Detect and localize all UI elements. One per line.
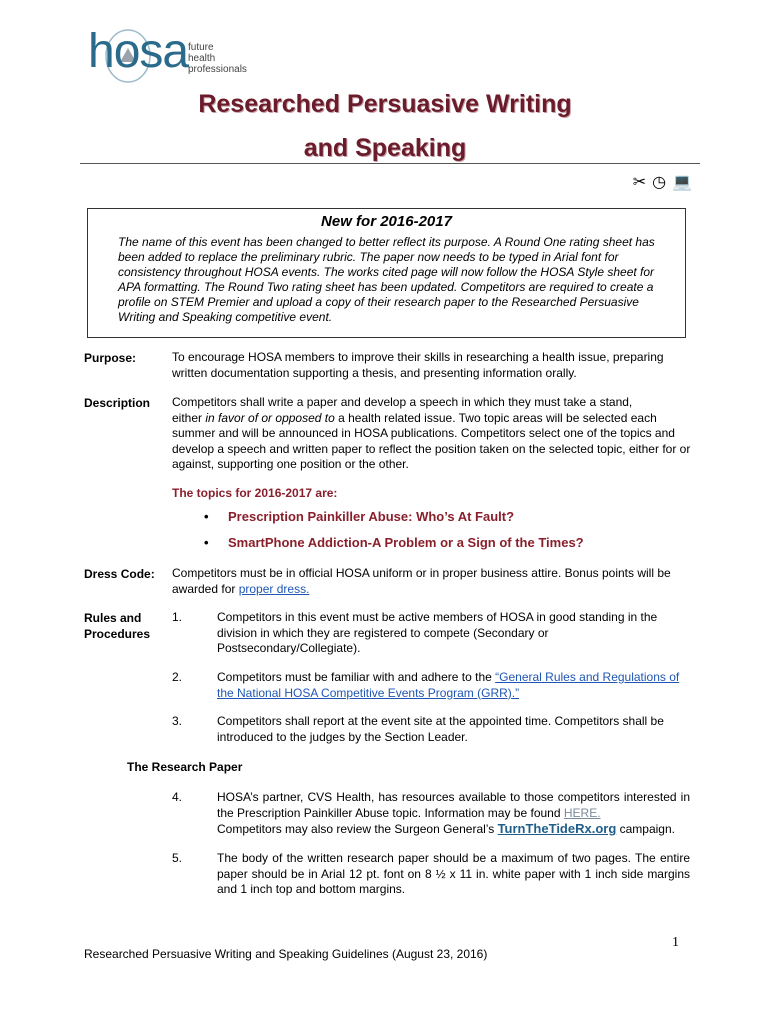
scissors-icon: ✂ bbox=[632, 174, 653, 191]
new-for-text: The name of this event has been changed to better reflect its purpose. A Round One rating sheet has been added to replace the preliminary rubric. The paper now needs to be typed in Arial font for consistency throughout HOSA events. The works cited page will now follow the HOSA Style sheet for APA formatting. The Round Two rating sheet has been updated. Competitors are required to create a profile on STEM Premier and upload a copy of their research paper to the Researched Persuasive Writing and Speaking competitive event. bbox=[118, 235, 655, 324]
tagline-line: future bbox=[188, 42, 214, 53]
description-text bbox=[172, 395, 692, 473]
hosa-tagline bbox=[188, 42, 247, 75]
computer-icon: 💻 bbox=[672, 174, 698, 191]
description-label: Description bbox=[84, 396, 151, 410]
description-rest: a health related issue. Two topic areas will be selected each summer and will be announced in HOSA publications. Competitors select one of the topics and develop a speech and written paper to reflect the position taken on the selected topic, either for or against, supporting one position or the other. bbox=[172, 410, 691, 471]
rule-number: 4. bbox=[172, 790, 183, 804]
topic-label: SmartPhone Addiction-A Problem or a Sign of the Times? bbox=[228, 535, 584, 550]
rule-body: Competitors may also review the Surgeon General’s bbox=[217, 822, 498, 836]
rule-body: Competitors must be familiar with and adhere to the bbox=[217, 670, 496, 684]
dress-code-label: Dress Code: bbox=[84, 567, 155, 581]
page-number: 1 bbox=[672, 935, 679, 950]
dress-code-text bbox=[172, 566, 692, 597]
rules-label-line: Rules and bbox=[84, 611, 142, 625]
turnthetiderx-link[interactable]: TurnTheTideRx.org bbox=[497, 821, 617, 836]
topic-label: Prescription Painkiller Abuse: Who’s At Fault? bbox=[228, 509, 515, 524]
new-for-heading: New for 2016-2017 bbox=[321, 213, 452, 230]
description-prefix: either bbox=[172, 410, 206, 425]
purpose-label: Purpose: bbox=[84, 351, 137, 365]
page-title-line2: and Speaking bbox=[303, 134, 467, 162]
rules-label bbox=[84, 610, 150, 642]
rule-text: Competitors in this event must be active members of HOSA in good standing in the division in which they are registered to compete (Secondary or Postsecondary/Collegiate). bbox=[217, 610, 658, 655]
rule-text bbox=[217, 790, 690, 838]
topic-item bbox=[204, 509, 514, 524]
hosa-wordmark: hosa bbox=[88, 25, 189, 78]
dress-code-body: Competitors must be in official HOSA uniform or in proper business attire. Bonus points will be awarded for bbox=[172, 566, 671, 596]
proper-dress-link[interactable]: proper dress. bbox=[238, 581, 310, 596]
new-for-box bbox=[87, 208, 686, 338]
tagline-line: health bbox=[188, 53, 216, 64]
grr-link[interactable]: “General Rules and Regulations of the National HOSA Competitive Events Program (GRR).” bbox=[217, 670, 680, 700]
bullet-icon: • bbox=[204, 535, 209, 550]
title-divider bbox=[80, 163, 700, 164]
rules-label-line: Procedures bbox=[84, 627, 151, 641]
rule-body: campaign. bbox=[616, 822, 675, 836]
rule-text: The body of the written research paper should be a maximum of two pages. The entire paper should be in Arial 12 pt. font on 8 ½ x 11 in. white paper with 1 inch side margins and 1 inch top and bottom margins. bbox=[217, 851, 690, 896]
description-italic: in favor of or opposed to bbox=[205, 410, 335, 425]
bullet-icon: • bbox=[204, 509, 209, 524]
rule-number: 2. bbox=[172, 670, 183, 684]
rule-body: HOSA’s partner, CVS Health, has resources available to those competitors interested in the Prescription Painkiller Abuse topic. Information may be found bbox=[217, 790, 690, 820]
footer-text: Researched Persuasive Writing and Speaking Guidelines (August 23, 2016) bbox=[84, 947, 488, 961]
topics-heading: The topics for 2016-2017 are: bbox=[172, 486, 338, 500]
rule-number: 5. bbox=[172, 851, 183, 865]
purpose-text: To encourage HOSA members to improve their skills in researching a health issue, preparing written documentation supporting a thesis, and presenting information orally. bbox=[172, 350, 664, 380]
rule-text: Competitors shall report at the event site at the appointed time. Competitors shall be introduced to the judges by the Section Leader. bbox=[217, 714, 664, 744]
rule-text bbox=[217, 670, 690, 701]
rule-number: 1. bbox=[172, 610, 183, 624]
clock-icon: ◷ bbox=[652, 174, 673, 191]
page-title-line1: Researched Persuasive Writing bbox=[198, 90, 572, 118]
here-link[interactable]: HERE. bbox=[563, 805, 601, 820]
topic-item bbox=[204, 535, 584, 550]
research-paper-heading: The Research Paper bbox=[127, 760, 243, 774]
rule-number: 3. bbox=[172, 714, 183, 728]
description-line1: Competitors shall write a paper and develop a speech in which they must take a stand, bbox=[172, 395, 633, 409]
tagline-line: professionals bbox=[188, 64, 247, 75]
event-icons bbox=[633, 172, 698, 192]
